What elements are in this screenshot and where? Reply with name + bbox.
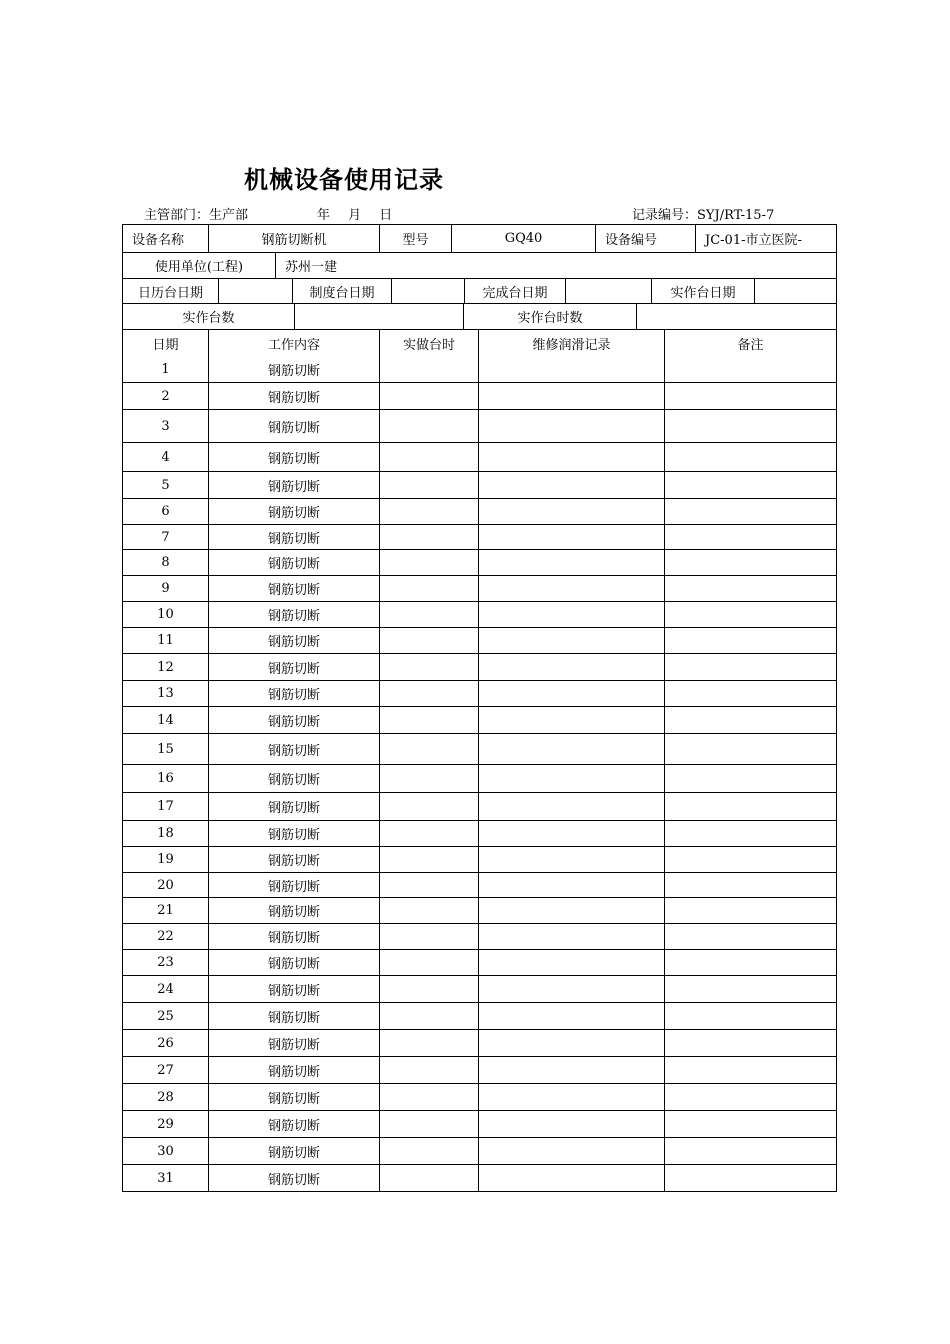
row-actual-hours[interactable] (379, 443, 478, 471)
row-work-content: 钢筋切断 (208, 1138, 379, 1164)
info-row-counts (123, 303, 836, 329)
row-maintenance[interactable] (478, 1030, 664, 1056)
row-date: 19 (157, 852, 174, 867)
row-maintenance[interactable] (478, 681, 664, 706)
row-maintenance[interactable] (478, 525, 664, 549)
equipment-number-field[interactable]: JC-01-市立医院- (695, 225, 836, 252)
row-work-content: 钢筋切断 (208, 525, 379, 549)
row-actual-hours[interactable] (379, 847, 478, 872)
row-work-content: 钢筋切断 (208, 924, 379, 949)
system-days-field[interactable] (391, 279, 464, 303)
row-remarks[interactable] (664, 1057, 836, 1083)
row-date: 27 (157, 1062, 174, 1078)
row-actual-hours[interactable] (379, 1057, 478, 1083)
table-row (123, 897, 836, 923)
row-remarks[interactable] (664, 821, 836, 846)
row-actual-hours[interactable] (379, 472, 478, 498)
row-maintenance[interactable] (478, 976, 664, 1002)
header-maintenance: 维修润滑记录 (478, 330, 664, 356)
table-row (123, 1056, 836, 1083)
row-work-content: 钢筋切断 (208, 898, 379, 923)
row-maintenance[interactable] (478, 707, 664, 733)
table-row (123, 471, 836, 498)
actual-hours-field[interactable] (636, 304, 836, 329)
row-work-content: 钢筋切断 (208, 1084, 379, 1110)
row-maintenance[interactable] (478, 1111, 664, 1137)
row-work-content: 钢筋切断 (208, 383, 379, 409)
row-actual-hours[interactable] (379, 550, 478, 575)
row-work-content: 钢筋切断 (208, 847, 379, 872)
table-row (123, 1164, 836, 1191)
row-date: 17 (157, 799, 174, 814)
row-actual-hours[interactable] (379, 1084, 478, 1110)
row-actual-hours[interactable] (379, 707, 478, 733)
table-row (123, 846, 836, 872)
row-remarks[interactable] (664, 628, 836, 653)
equipment-number-label: 设备编号 (595, 225, 695, 252)
row-work-content: 钢筋切断 (208, 499, 379, 524)
actual-count-field[interactable] (294, 304, 463, 329)
row-date: 18 (157, 826, 174, 841)
row-maintenance[interactable] (478, 847, 664, 872)
row-actual-hours[interactable] (379, 734, 478, 764)
row-date: 11 (157, 633, 174, 648)
row-work-content: 钢筋切断 (208, 950, 379, 975)
table-row (123, 442, 836, 471)
row-work-content: 钢筋切断 (208, 976, 379, 1002)
row-actual-hours[interactable] (379, 1030, 478, 1056)
row-actual-hours[interactable] (379, 602, 478, 627)
row-remarks[interactable] (664, 443, 836, 471)
actual-count-label: 实作台数 (182, 311, 235, 326)
row-maintenance[interactable] (478, 550, 664, 575)
row-maintenance[interactable] (478, 628, 664, 653)
table-row (123, 1137, 836, 1164)
row-actual-hours[interactable] (379, 628, 478, 653)
row-work-content: 钢筋切断 (208, 821, 379, 846)
row-date: 29 (157, 1116, 174, 1132)
info-row-unit (123, 252, 836, 278)
row-date: 1 (161, 361, 170, 377)
table-row (123, 524, 836, 549)
info-row-days (123, 278, 836, 303)
row-date: 24 (157, 981, 174, 997)
row-remarks[interactable] (664, 1030, 836, 1056)
header-actual-hours: 实做台时 (379, 330, 478, 356)
row-date: 28 (157, 1089, 174, 1105)
row-remarks[interactable] (664, 550, 836, 575)
row-work-content: 钢筋切断 (208, 1165, 379, 1191)
actual-days-field[interactable] (754, 279, 836, 303)
row-actual-hours[interactable] (379, 681, 478, 706)
row-work-content: 钢筋切断 (208, 443, 379, 471)
row-remarks[interactable] (664, 576, 836, 601)
unit-field[interactable]: 苏州一建 (275, 253, 836, 278)
actual-days-label: 实作台日期 (651, 279, 754, 303)
completed-days-field[interactable] (565, 279, 651, 303)
row-remarks[interactable] (664, 793, 836, 820)
row-remarks[interactable] (664, 681, 836, 706)
unit-label: 使用单位(工程) (154, 260, 244, 275)
row-actual-hours[interactable] (379, 950, 478, 975)
row-actual-hours[interactable] (379, 765, 478, 792)
row-date: 8 (161, 555, 170, 570)
row-date: 6 (161, 504, 170, 519)
row-date: 25 (157, 1008, 174, 1024)
row-maintenance[interactable] (478, 443, 664, 471)
actual-hours-label: 实作台时数 (463, 304, 636, 329)
row-work-content: 钢筋切断 (208, 681, 379, 706)
row-work-content: 钢筋切断 (208, 356, 379, 382)
table-row (123, 627, 836, 653)
row-date: 3 (161, 418, 170, 434)
table-row (123, 792, 836, 820)
row-maintenance[interactable] (478, 1003, 664, 1029)
equipment-name-label: 设备名称 (132, 233, 185, 248)
table-row (123, 653, 836, 680)
row-remarks[interactable] (664, 873, 836, 897)
equipment-usage-form (122, 224, 837, 1192)
row-maintenance[interactable] (478, 383, 664, 409)
table-row (123, 549, 836, 575)
row-date: 26 (157, 1035, 174, 1051)
row-maintenance[interactable] (478, 1057, 664, 1083)
table-row (123, 1002, 836, 1029)
row-work-content: 钢筋切断 (208, 472, 379, 498)
table-row (123, 706, 836, 733)
row-date: 7 (161, 529, 170, 545)
row-actual-hours[interactable] (379, 654, 478, 680)
row-date: 12 (157, 659, 174, 675)
row-maintenance[interactable] (478, 472, 664, 498)
table-row (123, 409, 836, 442)
row-remarks[interactable] (664, 707, 836, 733)
table-row (123, 601, 836, 627)
row-actual-hours[interactable] (379, 576, 478, 601)
row-remarks[interactable] (664, 1138, 836, 1164)
table-header-row (123, 329, 836, 356)
row-work-content: 钢筋切断 (208, 1003, 379, 1029)
record-number-text: 记录编号：SYJ/RT-15-7 (632, 208, 775, 223)
row-date: 21 (157, 903, 174, 918)
row-maintenance[interactable] (478, 898, 664, 923)
row-maintenance[interactable] (478, 1084, 664, 1110)
table-row (123, 680, 836, 706)
row-remarks[interactable] (664, 898, 836, 923)
row-actual-hours[interactable] (379, 525, 478, 549)
row-maintenance[interactable] (478, 734, 664, 764)
row-remarks[interactable] (664, 1084, 836, 1110)
row-remarks[interactable] (664, 525, 836, 549)
table-row (123, 949, 836, 975)
row-maintenance[interactable] (478, 793, 664, 820)
table-row (123, 382, 836, 409)
row-work-content: 钢筋切断 (208, 765, 379, 792)
row-actual-hours[interactable] (379, 873, 478, 897)
row-actual-hours[interactable] (379, 383, 478, 409)
row-actual-hours[interactable] (379, 356, 478, 382)
row-date: 31 (157, 1170, 174, 1186)
header-remarks: 备注 (664, 330, 836, 356)
table-row (123, 575, 836, 601)
header-date: 日期 (152, 337, 179, 353)
row-work-content: 钢筋切断 (208, 550, 379, 575)
row-work-content: 钢筋切断 (208, 793, 379, 820)
row-work-content: 钢筋切断 (208, 602, 379, 627)
table-row (123, 872, 836, 897)
row-maintenance[interactable] (478, 924, 664, 949)
row-date: 14 (157, 712, 174, 728)
row-work-content: 钢筋切断 (208, 410, 379, 442)
calendar-days-label: 日历台日期 (137, 285, 203, 301)
row-date: 23 (157, 955, 174, 970)
department-text: 主管部门：生产部 (144, 208, 249, 223)
row-maintenance[interactable] (478, 765, 664, 792)
calendar-days-field[interactable] (218, 279, 292, 303)
row-remarks[interactable] (664, 356, 836, 382)
row-work-content: 钢筋切断 (208, 576, 379, 601)
row-remarks[interactable] (664, 765, 836, 792)
row-maintenance[interactable] (478, 950, 664, 975)
row-maintenance[interactable] (478, 873, 664, 897)
row-date: 30 (157, 1143, 174, 1159)
row-date: 10 (157, 607, 174, 622)
table-row (123, 975, 836, 1002)
row-remarks[interactable] (664, 950, 836, 975)
row-work-content: 钢筋切断 (208, 1057, 379, 1083)
system-days-label: 制度台日期 (292, 279, 391, 303)
row-actual-hours[interactable] (379, 924, 478, 949)
header-work-content: 工作内容 (208, 330, 379, 356)
row-actual-hours[interactable] (379, 821, 478, 846)
table-body (123, 356, 836, 1191)
table-row (123, 1110, 836, 1137)
row-date: 20 (157, 877, 174, 893)
row-maintenance[interactable] (478, 499, 664, 524)
row-remarks[interactable] (664, 1165, 836, 1191)
row-maintenance[interactable] (478, 1138, 664, 1164)
row-actual-hours[interactable] (379, 976, 478, 1002)
row-maintenance[interactable] (478, 410, 664, 442)
table-row (123, 764, 836, 792)
row-remarks[interactable] (664, 654, 836, 680)
row-work-content: 钢筋切断 (208, 1111, 379, 1137)
row-work-content: 钢筋切断 (208, 707, 379, 733)
row-remarks[interactable] (664, 472, 836, 498)
row-remarks[interactable] (664, 1003, 836, 1029)
row-work-content: 钢筋切断 (208, 1030, 379, 1056)
model-field[interactable]: GQ40 (451, 225, 595, 252)
row-actual-hours[interactable] (379, 793, 478, 820)
row-remarks[interactable] (664, 976, 836, 1002)
row-date: 15 (157, 741, 174, 757)
row-maintenance[interactable] (478, 356, 664, 382)
table-row (123, 498, 836, 524)
table-row (123, 1029, 836, 1056)
row-date: 5 (161, 477, 170, 493)
row-actual-hours[interactable] (379, 1165, 478, 1191)
row-remarks[interactable] (664, 602, 836, 627)
row-remarks[interactable] (664, 1111, 836, 1137)
row-remarks[interactable] (664, 847, 836, 872)
row-remarks[interactable] (664, 734, 836, 764)
row-date: 16 (157, 771, 174, 786)
model-label: 型号 (379, 225, 451, 252)
row-actual-hours[interactable] (379, 1111, 478, 1137)
table-row (123, 356, 836, 382)
table-row (123, 923, 836, 949)
row-maintenance[interactable] (478, 576, 664, 601)
row-work-content: 钢筋切断 (208, 654, 379, 680)
row-maintenance[interactable] (478, 1165, 664, 1191)
row-work-content: 钢筋切断 (208, 873, 379, 897)
table-row (123, 733, 836, 764)
row-remarks[interactable] (664, 410, 836, 442)
date-text: 年 月 日 (317, 208, 393, 223)
row-actual-hours[interactable] (379, 1003, 478, 1029)
row-maintenance[interactable] (478, 821, 664, 846)
row-actual-hours[interactable] (379, 499, 478, 524)
page-title: 机械设备使用记录 (244, 166, 444, 194)
row-work-content: 钢筋切断 (208, 734, 379, 764)
row-actual-hours[interactable] (379, 410, 478, 442)
row-actual-hours[interactable] (379, 898, 478, 923)
row-maintenance[interactable] (478, 602, 664, 627)
equipment-name-field[interactable]: 钢筋切断机 (208, 225, 379, 252)
row-date: 22 (157, 929, 174, 944)
row-remarks[interactable] (664, 924, 836, 949)
row-remarks[interactable] (664, 499, 836, 524)
row-date: 2 (161, 388, 170, 404)
row-work-content: 钢筋切断 (208, 628, 379, 653)
row-remarks[interactable] (664, 383, 836, 409)
row-date: 4 (161, 449, 170, 465)
row-actual-hours[interactable] (379, 1138, 478, 1164)
completed-days-label: 完成台日期 (464, 279, 565, 303)
table-row (123, 1083, 836, 1110)
row-date: 9 (161, 581, 170, 596)
info-row-equipment (123, 225, 836, 252)
row-date: 13 (157, 686, 174, 701)
row-maintenance[interactable] (478, 654, 664, 680)
table-row (123, 820, 836, 846)
